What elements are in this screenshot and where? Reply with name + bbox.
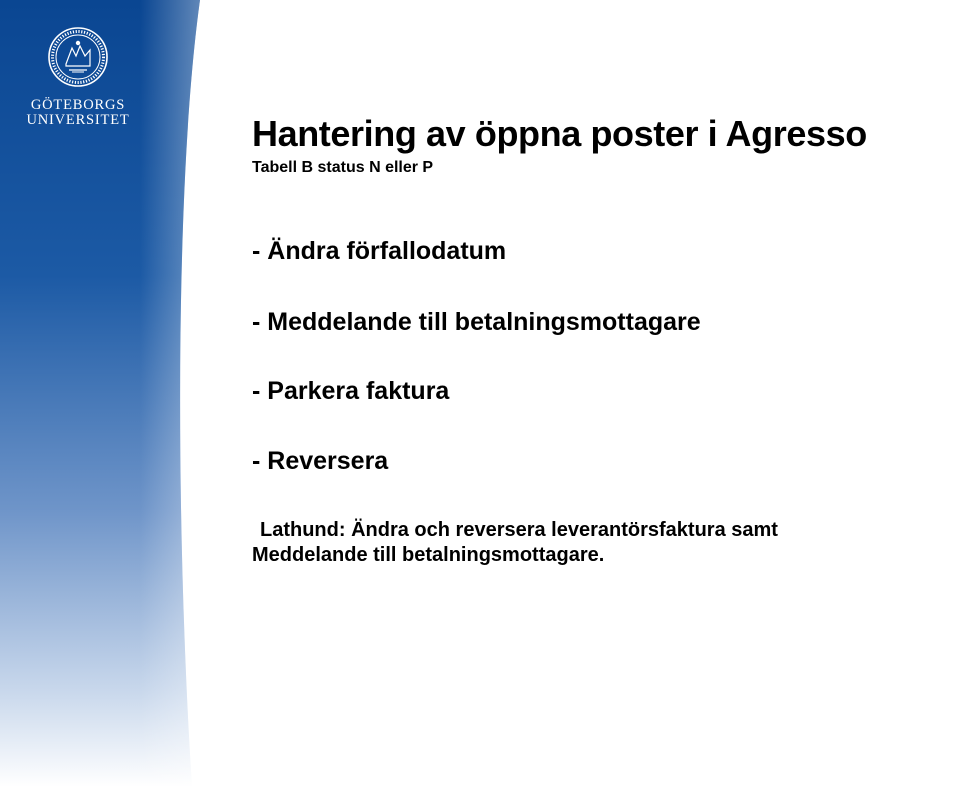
list-item-change-due-date: - Ändra förfallodatum: [252, 237, 507, 265]
guide-note-line1: Lathund: Ändra och reversera leverantörsfaktura samt: [260, 519, 778, 541]
university-name: [22, 98, 134, 128]
sidebar-band: [0, 0, 200, 787]
university-seal-icon: [47, 26, 109, 88]
list-item-message-to-payee: - Meddelande till betalningsmottagare: [252, 308, 701, 336]
slide-content: [252, 112, 958, 566]
university-logo: [22, 26, 134, 134]
guide-note: [252, 518, 952, 568]
slide-subtitle: Tabell B status N eller P: [252, 159, 434, 176]
list-item-reverse: - Reversera: [252, 447, 389, 475]
slide-title: Hantering av öppna poster i Agresso: [252, 113, 867, 154]
university-name-line1: GÖTEBORGS: [30, 97, 126, 113]
list-item-park-invoice: - Parkera faktura: [252, 377, 450, 405]
university-name-line2: UNIVERSITET: [26, 112, 130, 128]
guide-note-line2: Meddelande till betalningsmottagare.: [252, 544, 605, 566]
